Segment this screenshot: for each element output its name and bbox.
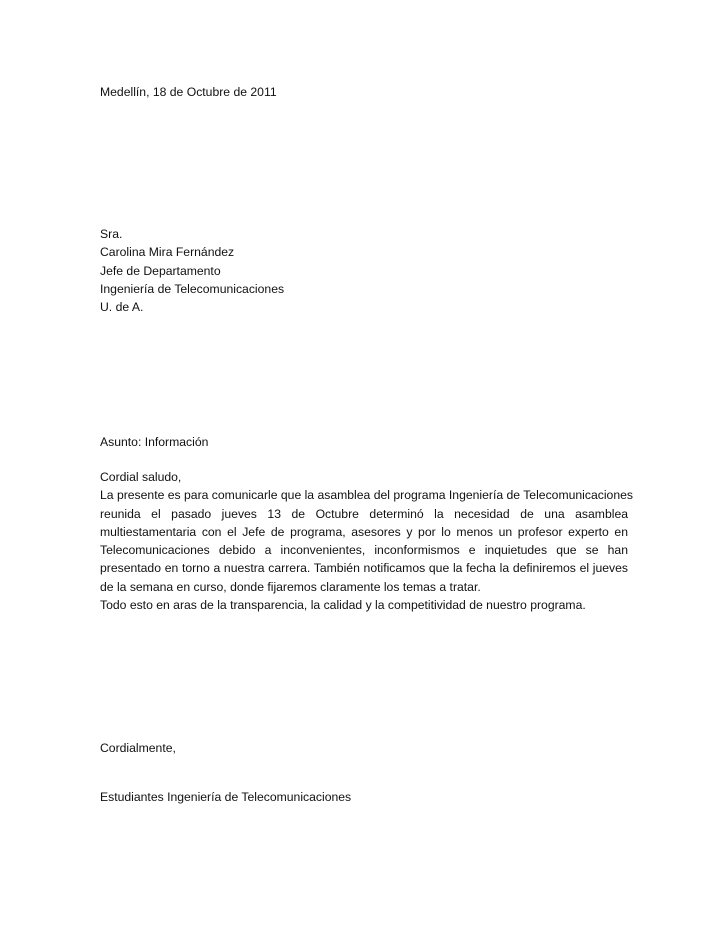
body-line: de la semana en curso, donde fijaremos claramente los temas a tratar. [100,579,481,594]
recipient-address [100,225,628,316]
signature-line: Estudiantes Ingeniería de Telecomunicaciones [100,790,352,804]
body-line: presentado en torno a nuestra carrera. También notificamos que la fecha la definiremos el jueves [100,561,628,576]
recipient-title: Sra. [100,227,123,241]
recipient-institution: U. de A. [100,300,144,315]
body-line: La presente es para comunicarle que la asamblea del programa Ingeniería de Telecomunicaciones [100,488,633,503]
recipient-position: Jefe de Departamento [100,263,221,278]
subject-line: Asunto: Información [100,435,209,449]
subject-block [100,433,628,451]
closing-line: Cordialmente, [100,741,176,755]
closing-block [100,739,628,757]
recipient-department: Ingeniería de Telecomunicaciones [100,281,285,296]
signature-block [100,788,628,806]
body-line: multiestamentaria con el Jefe de programa, asesores y por lo menos un profesor experto en [100,524,628,539]
date-line: Medellín, 18 de Octubre de 2011 [100,85,277,99]
body-line: Telecomunicaciones debido a inconvenientes, inconformismos e inquietudes que se han [100,543,628,558]
body-line: reunida el pasado jueves 13 de Octubre determinó la necesidad de una asamblea [100,506,628,521]
letter-body [100,468,633,614]
closing-paragraph: Todo esto en aras de la transparencia, la calidad y la competitividad de nuestro programa. [100,598,586,613]
recipient-name: Carolina Mira Fernández [100,245,235,260]
date-line-block [100,83,628,101]
greeting: Cordial saludo, [100,470,182,484]
